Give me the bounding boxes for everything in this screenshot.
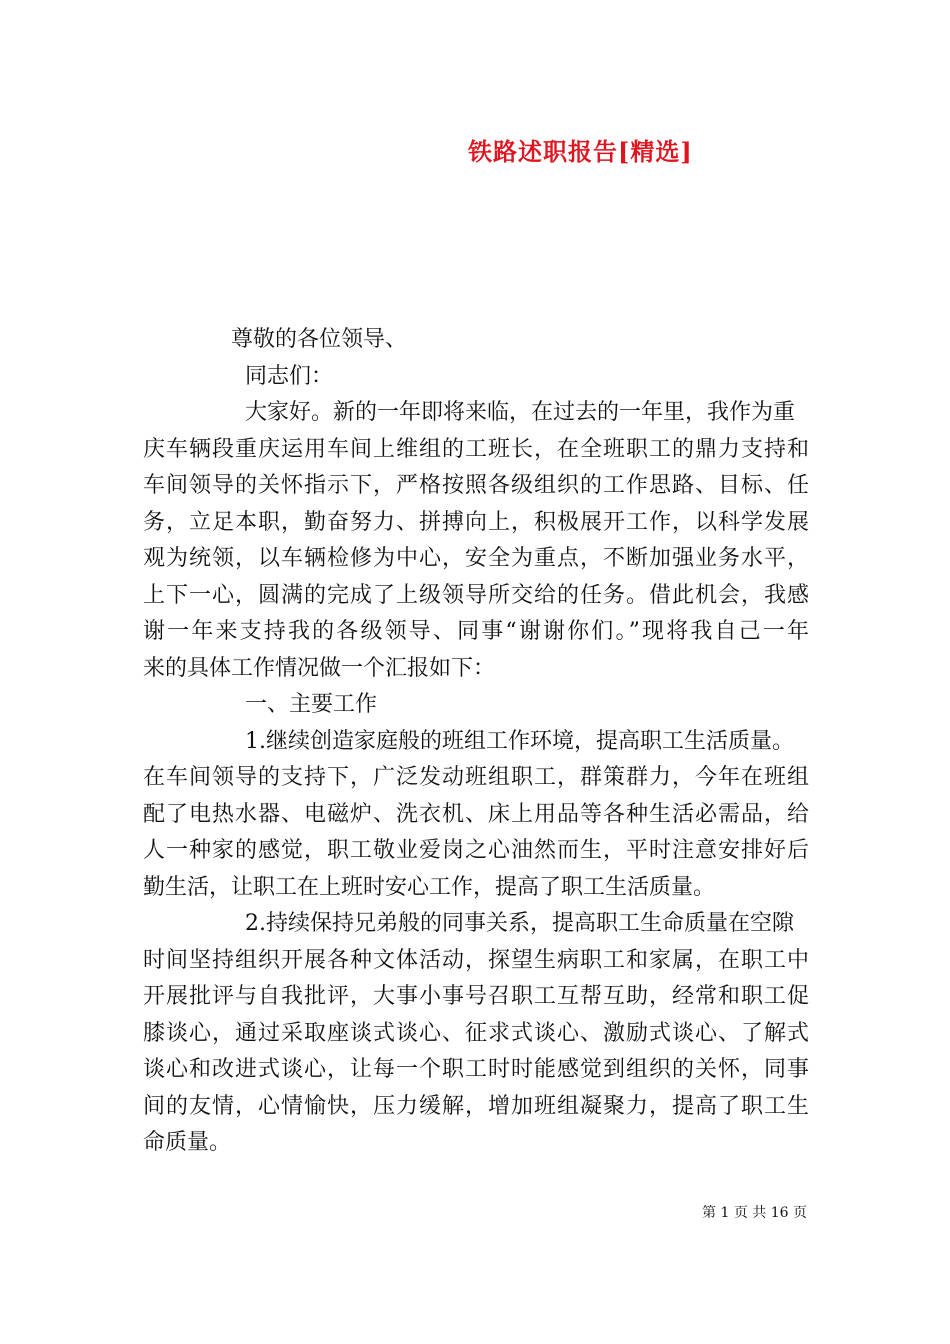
paragraph-line: 间的友情，心情愉快，压力缓解，增加班组凝聚力，提高了职工生	[143, 1093, 809, 1119]
document-title: 铁路述职报告[精选]	[468, 137, 693, 166]
paragraph-line: 车间领导的关怀指示下，严格按照各级组织的工作思路、目标、任	[143, 473, 809, 498]
paragraph-line: 在车间领导的支持下，广泛发动班组职工，群策群力，今年在班组	[143, 765, 809, 790]
paragraph-line: 勤生活，让职工在上班时安心工作，提高了职工生活质量。	[143, 874, 716, 900]
paragraph-line: 膝谈心，通过采取座谈式谈心、征求式谈心、激励式谈心、了解式	[143, 1020, 809, 1046]
section-heading: 一、主要工作	[245, 692, 378, 717]
paragraph-line: 观为统领，以车辆检修为中心，安全为重点，不断加强业务水平，	[143, 546, 809, 571]
paragraph-line: 人一种家的感觉，职工敬业爱岗之心油然而生，平时注意安排好后	[143, 838, 809, 863]
paragraph-line: 2.持续保持兄弟般的同事关系，提高职工生命质量在空隙	[245, 911, 794, 936]
paragraph-line: 命质量。	[143, 1130, 232, 1155]
paragraph-line: 谢一年来支持我的各级领导、同事“谢谢你们。”现将我自己一年	[143, 619, 809, 644]
paragraph-line: 上下一心，圆满的完成了上级领导所交给的任务。借此机会，我感	[143, 582, 809, 608]
paragraph-line: 庆车辆段重庆运用车间上维组的工班长，在全班职工的鼎力支持和	[143, 436, 809, 462]
paragraph-line: 来的具体工作情况做一个汇报如下：	[143, 655, 496, 681]
page-number: 第 1 页 共 16 页	[702, 1205, 807, 1221]
salutation-line: 同志们：	[245, 363, 334, 389]
paragraph-line: 配了电热水器、电磁炉、洗衣机、床上用品等各种生活必需品，给	[143, 801, 809, 827]
paragraph-line: 谈心和改进式谈心，让每一个职工时时能感觉到组织的关怀，同事	[143, 1057, 809, 1082]
paragraph-line: 大家好。新的一年即将来临，在过去的一年里，我作为重	[245, 400, 796, 425]
paragraph-line: 1.继续创造家庭般的班组工作环境，提高职工生活质量。	[245, 728, 794, 754]
salutation-line: 尊敬的各位领导、	[231, 327, 408, 352]
document-body	[143, 322, 809, 1162]
paragraph-line: 开展批评与自我批评，大事小事号召职工互帮互助，经常和职工促	[143, 984, 809, 1009]
paragraph-line: 时间坚持组织开展各种文体活动，探望生病职工和家属，在职工中	[143, 947, 809, 973]
paragraph-line: 务，立足本职，勤奋努力、拼搏向上，积极展开工作，以科学发展	[143, 509, 809, 535]
